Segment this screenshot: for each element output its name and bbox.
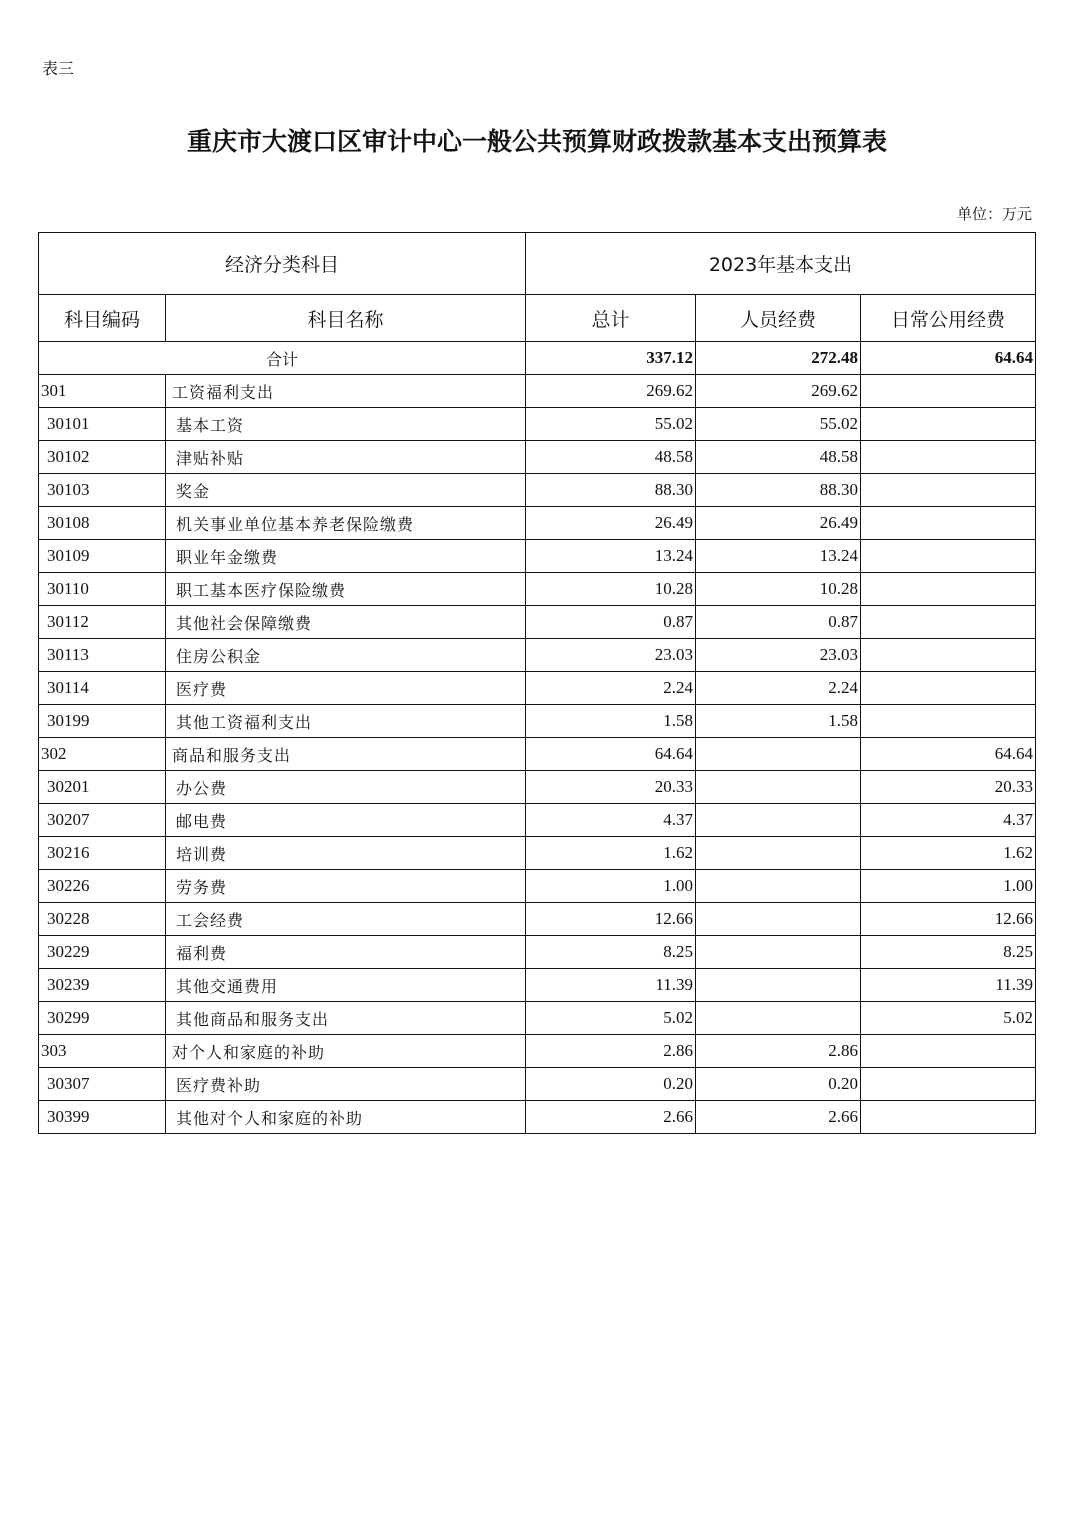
- row-name: 津贴补贴: [166, 441, 526, 474]
- row-public: 4.37: [861, 804, 1036, 837]
- table-row: [39, 672, 1036, 705]
- row-public: 20.33: [861, 771, 1036, 804]
- row-personnel: 10.28: [696, 573, 861, 606]
- row-total: 23.03: [526, 639, 696, 672]
- row-code: 30229: [39, 936, 166, 969]
- row-total: 1.62: [526, 837, 696, 870]
- row-code: 30109: [39, 540, 166, 573]
- row-total: 269.62: [526, 375, 696, 408]
- row-code: 30114: [39, 672, 166, 705]
- row-personnel: 26.49: [696, 507, 861, 540]
- row-total: 12.66: [526, 903, 696, 936]
- row-personnel: [696, 804, 861, 837]
- row-total: 13.24: [526, 540, 696, 573]
- row-personnel: [696, 936, 861, 969]
- row-total: 10.28: [526, 573, 696, 606]
- row-name: 其他社会保障缴费: [166, 606, 526, 639]
- row-code: 30102: [39, 441, 166, 474]
- row-name: 工会经费: [166, 903, 526, 936]
- total-personnel: 272.48: [696, 342, 861, 375]
- table-row: [39, 441, 1036, 474]
- table-row: [39, 1035, 1036, 1068]
- row-name: 职业年金缴费: [166, 540, 526, 573]
- unit-note: 单位：万元: [956, 205, 1032, 223]
- row-personnel: 2.86: [696, 1035, 861, 1068]
- row-total: 26.49: [526, 507, 696, 540]
- row-total: 8.25: [526, 936, 696, 969]
- row-code: 30113: [39, 639, 166, 672]
- row-code: 30307: [39, 1068, 166, 1101]
- row-name: 其他工资福利支出: [166, 705, 526, 738]
- row-personnel: 1.58: [696, 705, 861, 738]
- row-code: 30207: [39, 804, 166, 837]
- total-total: 337.12: [526, 342, 696, 375]
- row-public: [861, 1101, 1036, 1134]
- table-row: [39, 936, 1036, 969]
- row-code: 30103: [39, 474, 166, 507]
- row-name: 奖金: [166, 474, 526, 507]
- row-code: 30110: [39, 573, 166, 606]
- row-total: 2.86: [526, 1035, 696, 1068]
- row-personnel: [696, 1002, 861, 1035]
- header-economic-classification: 经济分类科目: [39, 233, 526, 295]
- row-total: 2.66: [526, 1101, 696, 1134]
- row-public: [861, 606, 1036, 639]
- total-row: [39, 342, 1036, 375]
- row-public: [861, 705, 1036, 738]
- row-personnel: 23.03: [696, 639, 861, 672]
- table-row: [39, 1068, 1036, 1101]
- row-public: [861, 540, 1036, 573]
- row-name: 住房公积金: [166, 639, 526, 672]
- row-name: 基本工资: [166, 408, 526, 441]
- row-personnel: [696, 738, 861, 771]
- row-code: 30239: [39, 969, 166, 1002]
- table-row: [39, 903, 1036, 936]
- header-row-columns: [39, 295, 1036, 342]
- table-row: [39, 837, 1036, 870]
- total-public: 64.64: [861, 342, 1036, 375]
- row-total: 5.02: [526, 1002, 696, 1035]
- table-row: [39, 1002, 1036, 1035]
- row-personnel: 88.30: [696, 474, 861, 507]
- table-row: [39, 408, 1036, 441]
- row-code: 302: [39, 738, 166, 771]
- row-personnel: 13.24: [696, 540, 861, 573]
- row-public: [861, 573, 1036, 606]
- row-code: 30199: [39, 705, 166, 738]
- header-name: 科目名称: [166, 295, 526, 342]
- row-name: 工资福利支出: [166, 375, 526, 408]
- header-public: 日常公用经费: [861, 295, 1036, 342]
- budget-table: [38, 232, 1036, 1134]
- row-public: [861, 639, 1036, 672]
- row-code: 30108: [39, 507, 166, 540]
- row-code: 30101: [39, 408, 166, 441]
- table-row: [39, 705, 1036, 738]
- row-code: 30216: [39, 837, 166, 870]
- row-public: 11.39: [861, 969, 1036, 1002]
- row-total: 1.00: [526, 870, 696, 903]
- row-personnel: 269.62: [696, 375, 861, 408]
- row-public: 1.00: [861, 870, 1036, 903]
- row-code: 30228: [39, 903, 166, 936]
- row-public: [861, 375, 1036, 408]
- table-row: [39, 606, 1036, 639]
- row-personnel: [696, 903, 861, 936]
- table-row: [39, 375, 1036, 408]
- row-total: 2.24: [526, 672, 696, 705]
- row-personnel: [696, 837, 861, 870]
- total-label: 合计: [39, 342, 526, 375]
- table-row: [39, 540, 1036, 573]
- row-public: 1.62: [861, 837, 1036, 870]
- row-personnel: [696, 969, 861, 1002]
- row-total: 55.02: [526, 408, 696, 441]
- header-personnel: 人员经费: [696, 295, 861, 342]
- row-name: 福利费: [166, 936, 526, 969]
- row-total: 11.39: [526, 969, 696, 1002]
- row-name: 机关事业单位基本养老保险缴费: [166, 507, 526, 540]
- row-name: 其他对个人和家庭的补助: [166, 1101, 526, 1134]
- row-total: 0.87: [526, 606, 696, 639]
- table-row: [39, 1101, 1036, 1134]
- row-name: 医疗费补助: [166, 1068, 526, 1101]
- row-public: 64.64: [861, 738, 1036, 771]
- row-name: 劳务费: [166, 870, 526, 903]
- row-total: 0.20: [526, 1068, 696, 1101]
- row-personnel: 0.20: [696, 1068, 861, 1101]
- row-public: 12.66: [861, 903, 1036, 936]
- row-code: 301: [39, 375, 166, 408]
- header-row-group: [39, 233, 1036, 295]
- row-name: 邮电费: [166, 804, 526, 837]
- header-code: 科目编码: [39, 295, 166, 342]
- row-public: 8.25: [861, 936, 1036, 969]
- row-name: 职工基本医疗保险缴费: [166, 573, 526, 606]
- row-total: 48.58: [526, 441, 696, 474]
- table-label: 表三: [42, 59, 75, 78]
- row-name: 商品和服务支出: [166, 738, 526, 771]
- table-row: [39, 870, 1036, 903]
- row-public: [861, 441, 1036, 474]
- row-total: 4.37: [526, 804, 696, 837]
- row-total: 20.33: [526, 771, 696, 804]
- row-total: 64.64: [526, 738, 696, 771]
- row-total: 88.30: [526, 474, 696, 507]
- table-row: [39, 474, 1036, 507]
- row-code: 30226: [39, 870, 166, 903]
- row-personnel: [696, 771, 861, 804]
- row-code: 30201: [39, 771, 166, 804]
- row-public: [861, 672, 1036, 705]
- row-personnel: 48.58: [696, 441, 861, 474]
- row-name: 医疗费: [166, 672, 526, 705]
- row-personnel: 2.66: [696, 1101, 861, 1134]
- row-public: [861, 474, 1036, 507]
- row-name: 其他交通费用: [166, 969, 526, 1002]
- table-row: [39, 804, 1036, 837]
- row-code: 30299: [39, 1002, 166, 1035]
- row-code: 303: [39, 1035, 166, 1068]
- row-code: 30399: [39, 1101, 166, 1134]
- row-public: [861, 1068, 1036, 1101]
- row-personnel: [696, 870, 861, 903]
- row-public: [861, 408, 1036, 441]
- page-title: 重庆市大渡口区审计中心一般公共预算财政拨款基本支出预算表: [186, 127, 887, 156]
- row-name: 对个人和家庭的补助: [166, 1035, 526, 1068]
- table-row: [39, 507, 1036, 540]
- row-total: 1.58: [526, 705, 696, 738]
- row-personnel: 2.24: [696, 672, 861, 705]
- table-row: [39, 639, 1036, 672]
- row-public: 5.02: [861, 1002, 1036, 1035]
- row-name: 办公费: [166, 771, 526, 804]
- header-total: 总计: [526, 295, 696, 342]
- header-basic-expenditure: 2023年基本支出: [526, 233, 1036, 295]
- table-row: [39, 738, 1036, 771]
- row-public: [861, 507, 1036, 540]
- table-row: [39, 771, 1036, 804]
- row-personnel: 0.87: [696, 606, 861, 639]
- row-name: 培训费: [166, 837, 526, 870]
- table-row: [39, 573, 1036, 606]
- row-public: [861, 1035, 1036, 1068]
- row-code: 30112: [39, 606, 166, 639]
- table-row: [39, 969, 1036, 1002]
- row-personnel: 55.02: [696, 408, 861, 441]
- row-name: 其他商品和服务支出: [166, 1002, 526, 1035]
